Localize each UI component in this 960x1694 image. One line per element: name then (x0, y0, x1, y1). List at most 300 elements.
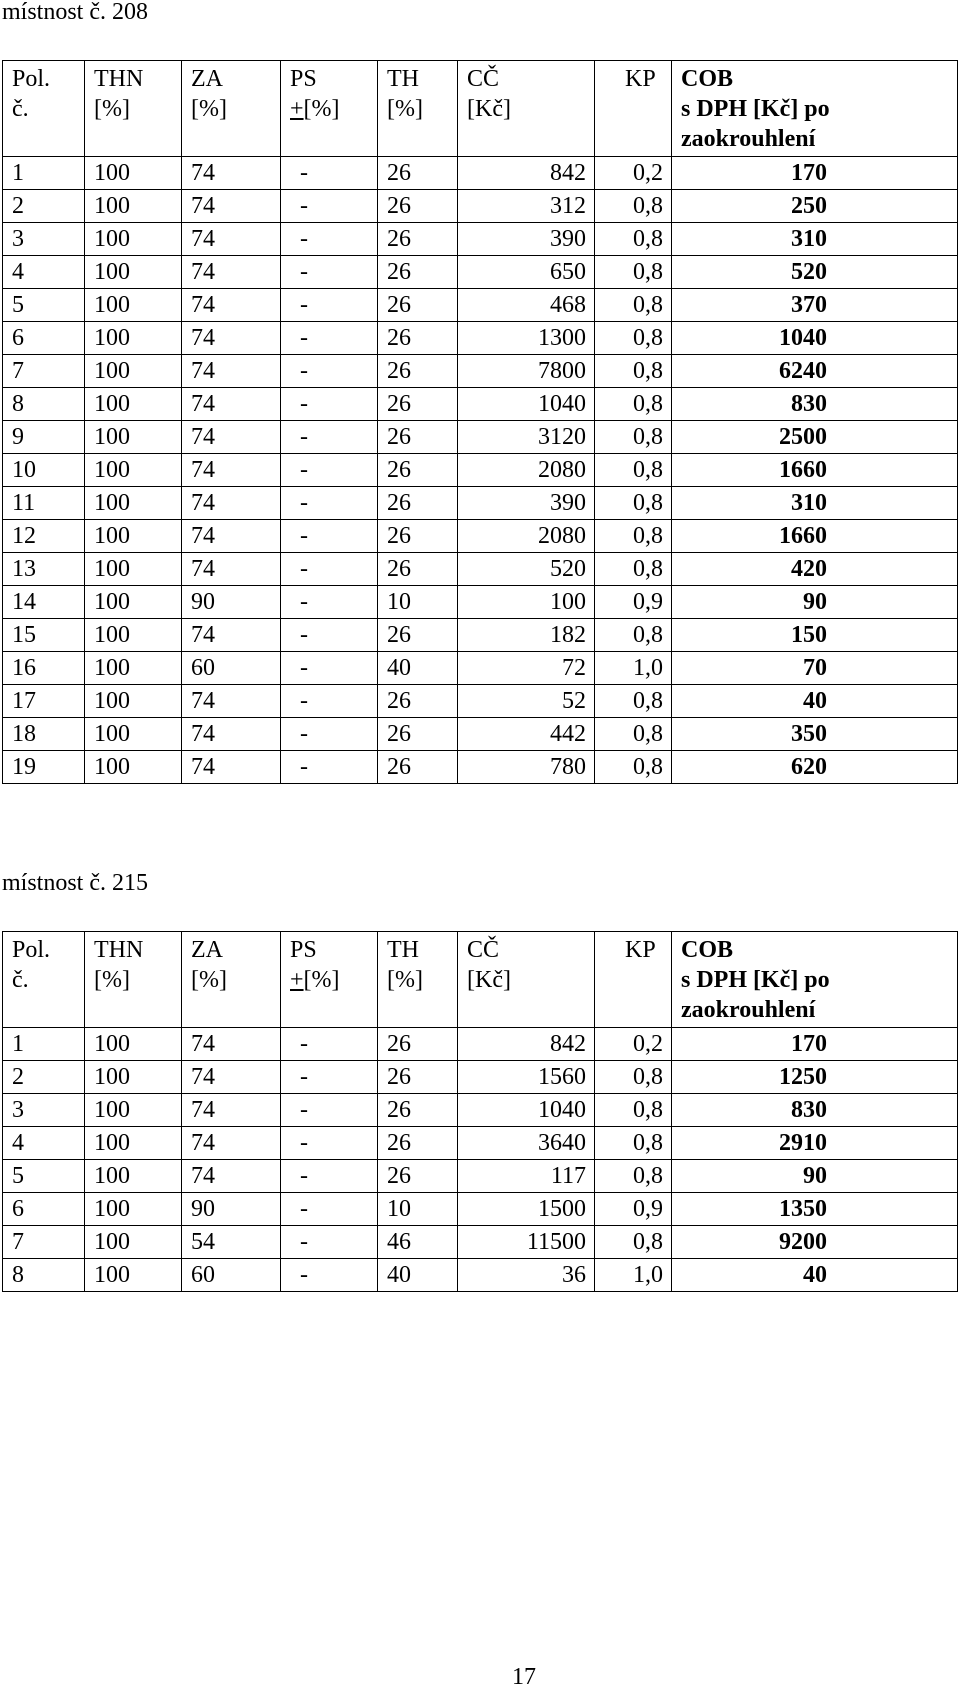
cell-cc: 2080 (458, 454, 595, 487)
cell-pol: 10 (3, 454, 85, 487)
column-header-ps (281, 61, 378, 157)
cell-thn: 100 (85, 751, 182, 784)
cell-kp: 0,8 (595, 520, 672, 553)
column-header-ps-unit-line (290, 965, 377, 995)
cell-za: 74 (182, 289, 281, 322)
column-header-kp (595, 61, 672, 157)
cell-ps: - (281, 454, 378, 487)
cell-pol: 11 (3, 487, 85, 520)
column-header-th (378, 932, 458, 1028)
cell-th: 26 (378, 1094, 458, 1127)
cell-cc: 468 (458, 289, 595, 322)
column-header-thn (85, 932, 182, 1028)
cell-ps: - (281, 652, 378, 685)
cell-ps: - (281, 256, 378, 289)
cell-cc: 100 (458, 586, 595, 619)
cell-ps: - (281, 718, 378, 751)
cell-cc: 117 (458, 1160, 595, 1193)
cell-thn: 100 (85, 289, 182, 322)
cell-cob: 370 (672, 289, 958, 322)
cell-cc: 780 (458, 751, 595, 784)
cell-cc: 1040 (458, 1094, 595, 1127)
cell-za: 74 (182, 355, 281, 388)
cell-thn: 100 (85, 322, 182, 355)
column-header-cob-line: zaokrouhlení (681, 126, 816, 152)
cell-pol: 12 (3, 520, 85, 553)
cell-cc: 390 (458, 487, 595, 520)
table-row (3, 322, 958, 355)
column-header-ps-line: PS (290, 937, 317, 963)
cell-th: 26 (378, 718, 458, 751)
cell-za: 74 (182, 520, 281, 553)
cell-za: 90 (182, 586, 281, 619)
cell-cob: 40 (672, 685, 958, 718)
cell-th: 26 (378, 619, 458, 652)
column-header-cob-line: s DPH [Kč] po (681, 96, 830, 122)
cell-za: 74 (182, 553, 281, 586)
cell-kp: 0,8 (595, 256, 672, 289)
cell-thn: 100 (85, 190, 182, 223)
room-table-208 (2, 60, 958, 784)
column-header-cob-line: COB (681, 66, 734, 92)
cell-za: 74 (182, 322, 281, 355)
cell-thn: 100 (85, 718, 182, 751)
cell-kp: 0,8 (595, 289, 672, 322)
cell-cob: 1250 (672, 1061, 958, 1094)
column-header-pol-line: č. (12, 967, 29, 993)
cell-thn: 100 (85, 454, 182, 487)
cell-kp: 0,8 (595, 718, 672, 751)
cell-th: 26 (378, 685, 458, 718)
column-header-za (182, 61, 281, 157)
table-row (3, 289, 958, 322)
cell-ps: - (281, 1061, 378, 1094)
cell-kp: 0,8 (595, 190, 672, 223)
table-row (3, 487, 958, 520)
cell-thn: 100 (85, 1193, 182, 1226)
cell-za: 74 (182, 454, 281, 487)
column-header-ps-unit-line (290, 94, 377, 124)
table-row (3, 256, 958, 289)
cell-cob: 1660 (672, 520, 958, 553)
cell-cob: 40 (672, 1259, 958, 1292)
cell-ps: - (281, 553, 378, 586)
cell-thn: 100 (85, 223, 182, 256)
cell-ps: - (281, 355, 378, 388)
column-header-cc-line: CČ (467, 937, 500, 963)
cell-th: 26 (378, 454, 458, 487)
cell-th: 26 (378, 751, 458, 784)
cell-th: 40 (378, 652, 458, 685)
table-row (3, 1259, 958, 1292)
room-table-215 (2, 931, 958, 1292)
cell-cc: 390 (458, 223, 595, 256)
cell-thn: 100 (85, 586, 182, 619)
table-row (3, 1160, 958, 1193)
table-row (3, 652, 958, 685)
column-header-th-line: [%] (387, 967, 423, 993)
cell-th: 26 (378, 553, 458, 586)
cell-za: 74 (182, 619, 281, 652)
cell-za: 74 (182, 1028, 281, 1061)
cell-za: 60 (182, 1259, 281, 1292)
cell-cob: 830 (672, 1094, 958, 1127)
cell-ps: - (281, 586, 378, 619)
table-row (3, 1127, 958, 1160)
plus-minus-sign: + (290, 967, 304, 993)
cell-kp: 0,8 (595, 454, 672, 487)
column-header-kp-line: KP (625, 66, 656, 92)
cell-thn: 100 (85, 1094, 182, 1127)
cell-pol: 4 (3, 1127, 85, 1160)
cell-pol: 5 (3, 1160, 85, 1193)
cell-pol: 17 (3, 685, 85, 718)
cell-pol: 3 (3, 223, 85, 256)
cell-kp: 0,8 (595, 1127, 672, 1160)
room-heading-208: místnost č. 208 (2, 0, 149, 25)
cell-kp: 0,8 (595, 421, 672, 454)
cell-pol: 8 (3, 388, 85, 421)
cell-cc: 1040 (458, 388, 595, 421)
cell-cob: 9200 (672, 1226, 958, 1259)
cell-pol: 6 (3, 1193, 85, 1226)
cell-ps: - (281, 487, 378, 520)
column-header-za-line: ZA (191, 66, 223, 92)
cell-pol: 6 (3, 322, 85, 355)
cell-th: 26 (378, 421, 458, 454)
cell-kp: 0,2 (595, 157, 672, 190)
cell-ps: - (281, 289, 378, 322)
cell-cob: 250 (672, 190, 958, 223)
column-header-thn-line: [%] (94, 96, 130, 122)
cell-th: 26 (378, 256, 458, 289)
column-header-cc-line: CČ (467, 66, 500, 92)
table-row (3, 223, 958, 256)
cell-thn: 100 (85, 157, 182, 190)
cell-th: 46 (378, 1226, 458, 1259)
cell-thn: 100 (85, 1160, 182, 1193)
cell-th: 26 (378, 355, 458, 388)
column-header-cc (458, 61, 595, 157)
cell-pol: 5 (3, 289, 85, 322)
table-row (3, 1061, 958, 1094)
cell-ps: - (281, 1259, 378, 1292)
cell-kp: 0,2 (595, 1028, 672, 1061)
cell-kp: 0,8 (595, 619, 672, 652)
column-header-thn (85, 61, 182, 157)
column-header-ps-line: PS (290, 66, 317, 92)
cell-cc: 1500 (458, 1193, 595, 1226)
cell-cc: 520 (458, 553, 595, 586)
cell-thn: 100 (85, 1259, 182, 1292)
column-header-thn-line: THN (94, 937, 144, 963)
column-header-cc (458, 932, 595, 1028)
column-header-cob (672, 932, 958, 1028)
cell-cob: 150 (672, 619, 958, 652)
cell-cc: 842 (458, 1028, 595, 1061)
table-row (3, 1226, 958, 1259)
table-row (3, 685, 958, 718)
plus-minus-sign: + (290, 96, 304, 122)
cell-thn: 100 (85, 256, 182, 289)
cell-th: 26 (378, 289, 458, 322)
table-row (3, 1094, 958, 1127)
column-header-za-line: ZA (191, 937, 223, 963)
cell-kp: 0,9 (595, 1193, 672, 1226)
cell-cob: 170 (672, 1028, 958, 1061)
cell-ps: - (281, 1028, 378, 1061)
cell-pol: 4 (3, 256, 85, 289)
cell-th: 26 (378, 190, 458, 223)
cell-kp: 0,8 (595, 685, 672, 718)
cell-za: 60 (182, 652, 281, 685)
cell-thn: 100 (85, 1061, 182, 1094)
table-row (3, 190, 958, 223)
cell-th: 26 (378, 388, 458, 421)
cell-ps: - (281, 421, 378, 454)
cell-cc: 3640 (458, 1127, 595, 1160)
cell-cc: 36 (458, 1259, 595, 1292)
cell-th: 26 (378, 1160, 458, 1193)
table-row (3, 454, 958, 487)
cell-cc: 842 (458, 157, 595, 190)
column-header-kp-line: KP (625, 937, 656, 963)
cell-cc: 650 (458, 256, 595, 289)
cell-za: 54 (182, 1226, 281, 1259)
cell-kp: 0,8 (595, 1226, 672, 1259)
cell-thn: 100 (85, 520, 182, 553)
cell-za: 74 (182, 1094, 281, 1127)
column-header-ps (281, 932, 378, 1028)
cell-za: 74 (182, 1160, 281, 1193)
cell-thn: 100 (85, 1028, 182, 1061)
cell-za: 74 (182, 223, 281, 256)
cell-ps: - (281, 685, 378, 718)
column-header-cob-line: COB (681, 937, 734, 963)
table-row (3, 157, 958, 190)
cell-za: 74 (182, 157, 281, 190)
cell-pol: 3 (3, 1094, 85, 1127)
room-heading-215: místnost č. 215 (2, 870, 149, 896)
cell-th: 26 (378, 1061, 458, 1094)
cell-cc: 312 (458, 190, 595, 223)
cell-thn: 100 (85, 421, 182, 454)
cell-cob: 170 (672, 157, 958, 190)
cell-kp: 0,9 (595, 586, 672, 619)
cell-ps: - (281, 1127, 378, 1160)
cell-cob: 90 (672, 1160, 958, 1193)
column-header-th-line: [%] (387, 96, 423, 122)
cell-th: 26 (378, 487, 458, 520)
cell-kp: 0,8 (595, 223, 672, 256)
cell-cob: 420 (672, 553, 958, 586)
cell-thn: 100 (85, 355, 182, 388)
cell-cc: 1560 (458, 1061, 595, 1094)
table-row (3, 553, 958, 586)
cell-kp: 0,8 (595, 322, 672, 355)
cell-thn: 100 (85, 1127, 182, 1160)
cell-pol: 18 (3, 718, 85, 751)
cell-ps: - (281, 520, 378, 553)
cell-kp: 0,8 (595, 355, 672, 388)
table-row (3, 619, 958, 652)
cell-pol: 2 (3, 190, 85, 223)
column-header-ps-unit: [%] (303, 967, 340, 993)
column-header-kp (595, 932, 672, 1028)
column-header-pol-line: Pol. (12, 937, 51, 963)
table-row (3, 421, 958, 454)
cell-th: 26 (378, 1028, 458, 1061)
cell-ps: - (281, 190, 378, 223)
table-row (3, 751, 958, 784)
cell-cob: 1040 (672, 322, 958, 355)
cell-kp: 0,8 (595, 553, 672, 586)
cell-cob: 2910 (672, 1127, 958, 1160)
table-row (3, 1193, 958, 1226)
column-header-cc-line: [Kč] (467, 967, 511, 993)
cell-pol: 8 (3, 1259, 85, 1292)
column-header-th (378, 61, 458, 157)
cell-th: 26 (378, 157, 458, 190)
cell-kp: 0,8 (595, 487, 672, 520)
column-header-za-line: [%] (191, 967, 227, 993)
cell-ps: - (281, 1226, 378, 1259)
cell-cob: 6240 (672, 355, 958, 388)
cell-ps: - (281, 1160, 378, 1193)
cell-pol: 13 (3, 553, 85, 586)
page-number: 17 (512, 1664, 536, 1690)
cell-za: 74 (182, 190, 281, 223)
cell-ps: - (281, 1193, 378, 1226)
column-header-pol-line: Pol. (12, 66, 51, 92)
cell-pol: 7 (3, 355, 85, 388)
table-row (3, 718, 958, 751)
cell-thn: 100 (85, 553, 182, 586)
cell-th: 26 (378, 223, 458, 256)
cell-pol: 7 (3, 1226, 85, 1259)
cell-pol: 16 (3, 652, 85, 685)
table-row (3, 1028, 958, 1061)
cell-cc: 442 (458, 718, 595, 751)
cell-kp: 0,8 (595, 388, 672, 421)
cell-thn: 100 (85, 1226, 182, 1259)
cell-kp: 1,0 (595, 652, 672, 685)
cell-kp: 0,8 (595, 751, 672, 784)
cell-pol: 19 (3, 751, 85, 784)
cell-cob: 2500 (672, 421, 958, 454)
cell-th: 26 (378, 1127, 458, 1160)
header-row (3, 932, 958, 1028)
column-header-th-line: TH (387, 66, 419, 92)
cell-cc: 11500 (458, 1226, 595, 1259)
column-header-th-line: TH (387, 937, 419, 963)
column-header-pol (3, 61, 85, 157)
column-header-pol (3, 932, 85, 1028)
cell-thn: 100 (85, 388, 182, 421)
cell-cc: 72 (458, 652, 595, 685)
cell-cob: 620 (672, 751, 958, 784)
table-row (3, 388, 958, 421)
cell-cc: 52 (458, 685, 595, 718)
cell-za: 90 (182, 1193, 281, 1226)
cell-th: 40 (378, 1259, 458, 1292)
column-header-cob-line: s DPH [Kč] po (681, 967, 830, 993)
cell-za: 74 (182, 487, 281, 520)
cell-pol: 1 (3, 157, 85, 190)
cell-cc: 3120 (458, 421, 595, 454)
cell-th: 10 (378, 1193, 458, 1226)
cell-cc: 7800 (458, 355, 595, 388)
cell-cob: 310 (672, 223, 958, 256)
cell-za: 74 (182, 388, 281, 421)
cell-th: 26 (378, 520, 458, 553)
cell-pol: 2 (3, 1061, 85, 1094)
table-row (3, 520, 958, 553)
cell-za: 74 (182, 1127, 281, 1160)
cell-pol: 9 (3, 421, 85, 454)
cell-pol: 15 (3, 619, 85, 652)
cell-ps: - (281, 751, 378, 784)
column-header-cob (672, 61, 958, 157)
column-header-thn-line: THN (94, 66, 144, 92)
column-header-cc-line: [Kč] (467, 96, 511, 122)
table-row (3, 586, 958, 619)
column-header-pol-line: č. (12, 96, 29, 122)
cell-cc: 2080 (458, 520, 595, 553)
cell-ps: - (281, 1094, 378, 1127)
column-header-za-line: [%] (191, 96, 227, 122)
cell-cob: 830 (672, 388, 958, 421)
cell-za: 74 (182, 718, 281, 751)
cell-kp: 0,8 (595, 1061, 672, 1094)
cell-th: 10 (378, 586, 458, 619)
table-row (3, 355, 958, 388)
cell-za: 74 (182, 421, 281, 454)
cell-kp: 0,8 (595, 1094, 672, 1127)
cell-cob: 310 (672, 487, 958, 520)
header-row (3, 61, 958, 157)
cell-ps: - (281, 157, 378, 190)
cell-cc: 182 (458, 619, 595, 652)
cell-thn: 100 (85, 652, 182, 685)
cell-cc: 1300 (458, 322, 595, 355)
cell-za: 74 (182, 256, 281, 289)
cell-ps: - (281, 223, 378, 256)
cell-za: 74 (182, 685, 281, 718)
cell-thn: 100 (85, 619, 182, 652)
cell-za: 74 (182, 1061, 281, 1094)
cell-pol: 1 (3, 1028, 85, 1061)
cell-ps: - (281, 388, 378, 421)
cell-cob: 70 (672, 652, 958, 685)
cell-cob: 90 (672, 586, 958, 619)
column-header-za (182, 932, 281, 1028)
cell-za: 74 (182, 751, 281, 784)
cell-ps: - (281, 322, 378, 355)
cell-pol: 14 (3, 586, 85, 619)
cell-thn: 100 (85, 685, 182, 718)
cell-thn: 100 (85, 487, 182, 520)
cell-ps: - (281, 619, 378, 652)
cell-kp: 0,8 (595, 1160, 672, 1193)
column-header-cob-line: zaokrouhlení (681, 997, 816, 1023)
cell-cob: 350 (672, 718, 958, 751)
cell-cob: 1350 (672, 1193, 958, 1226)
column-header-thn-line: [%] (94, 967, 130, 993)
cell-cob: 1660 (672, 454, 958, 487)
cell-th: 26 (378, 322, 458, 355)
column-header-ps-unit: [%] (303, 96, 340, 122)
